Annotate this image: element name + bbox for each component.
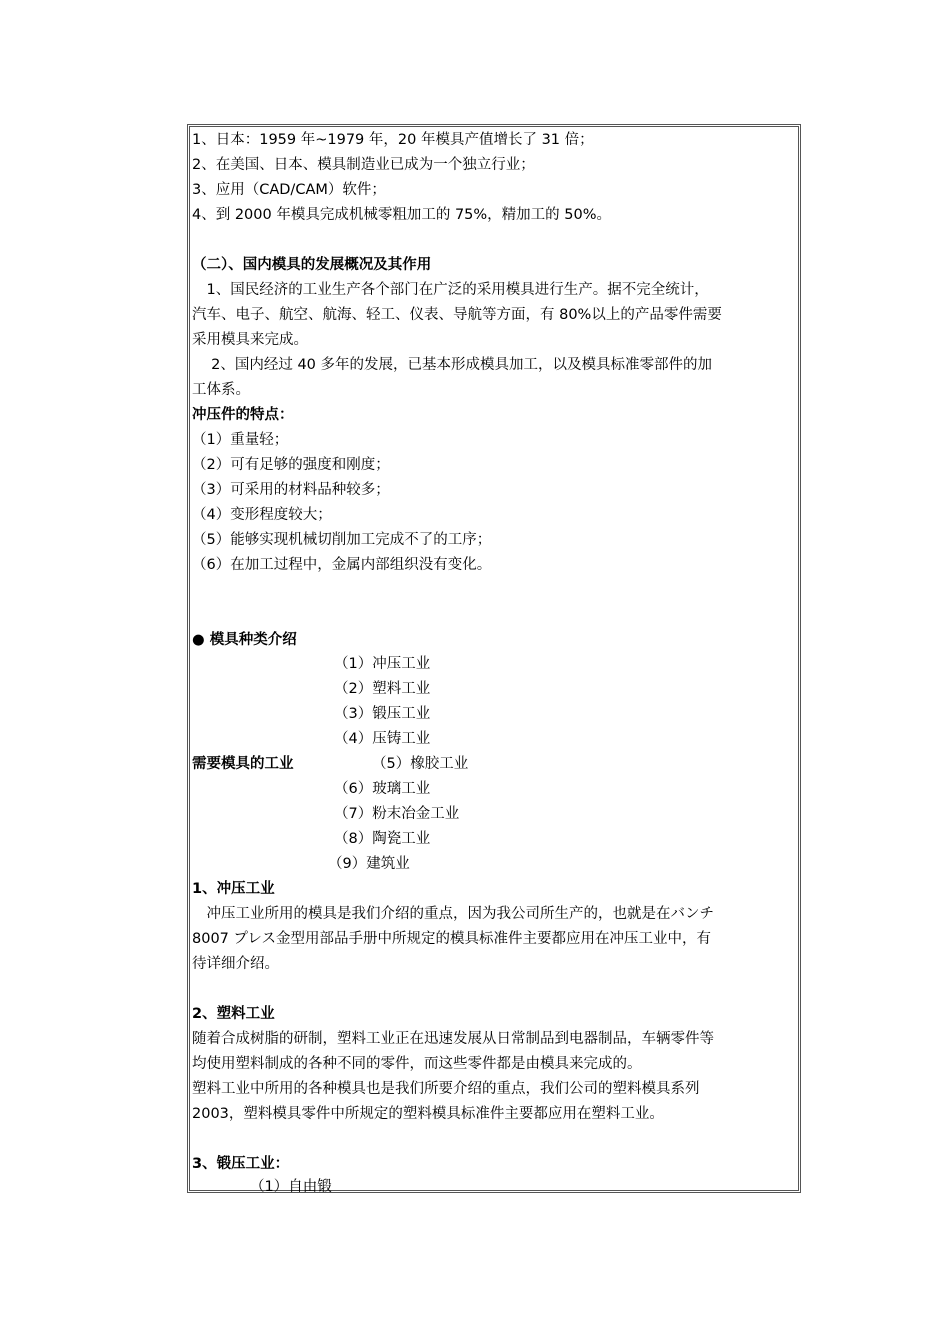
- text-line: 3、应用（CAD/CAM）软件；: [192, 182, 386, 198]
- section-heading: （二）、国内模具的发展概况及其作用: [192, 257, 432, 273]
- text-line: 均使用塑料制成的各种不同的零件，而这些零件都是由模具来完成的。: [192, 1056, 642, 1072]
- industry-item: （1）冲压工业: [334, 656, 431, 672]
- list-item: （3）可采用的材料品种较多；: [192, 482, 390, 498]
- text-line: 塑料工业中所用的各种模具也是我们所要介绍的重点，我们公司的塑料模具系列: [192, 1081, 700, 1097]
- text-line: 1、国民经济的工业生产各个部门在广泛的采用模具进行生产。据不完全统计，: [192, 282, 709, 298]
- industry-item: （4）压铸工业: [334, 731, 431, 747]
- industry-item: （7）粉末冶金工业: [334, 806, 460, 822]
- text-line: 采用模具来完成。: [192, 332, 308, 348]
- text-line: 4、到 2000 年模具完成机械零粗加工的 75%，精加工的 50%。: [192, 207, 612, 223]
- industry-item: （9）建筑业: [328, 856, 410, 872]
- section-heading: 1、冲压工业: [192, 881, 275, 897]
- section-heading: ● 模具种类介绍: [192, 632, 297, 648]
- section-heading: 3、锻压工业：: [192, 1156, 290, 1172]
- industry-item: （5）橡胶工业: [372, 756, 469, 772]
- industry-item: （2）塑料工业: [334, 681, 431, 697]
- text-line: 2003，塑料模具零件中所规定的塑料模具标准件主要都应用在塑料工业。: [192, 1106, 664, 1122]
- list-item: （1）重量轻；: [192, 432, 289, 448]
- industry-item: （6）玻璃工业: [334, 781, 431, 797]
- text-line: 汽车、电子、航空、航海、轻工、仪表、导航等方面，有 80%以上的产品零件需要: [192, 307, 722, 323]
- section-heading: 冲压件的特点：: [192, 407, 294, 423]
- industry-item: （8）陶瓷工业: [334, 831, 431, 847]
- text-line: 2、国内经过 40 多年的发展，已基本形成模具加工，以及模具标准零部件的加: [192, 357, 713, 373]
- section-heading: 2、塑料工业: [192, 1006, 275, 1022]
- list-item: （2）可有足够的强度和刚度；: [192, 457, 390, 473]
- industry-group-label: 需要模具的工业: [192, 756, 294, 772]
- text-line: 待详细介绍。: [192, 956, 279, 972]
- list-item: （4）变形程度较大；: [192, 507, 332, 523]
- text-line: 冲压工业所用的模具是我们介绍的重点，因为我公司所生产的，也就是在バンチ: [192, 906, 714, 922]
- text-line: 2、在美国、日本、模具制造业已成为一个独立行业；: [192, 157, 535, 173]
- list-item: （5）能够实现机械切削加工完成不了的工序；: [192, 532, 492, 548]
- industry-item: （3）锻压工业: [334, 706, 431, 722]
- text-line: 工体系。: [192, 382, 250, 398]
- text-line: 1、日本：1959 年~1979 年，20 年模具产值增长了 31 倍；: [192, 132, 594, 148]
- list-item: （6）在加工过程中，金属内部组织没有变化。: [192, 557, 492, 573]
- text-line: 8007 プレス金型用部品手册中所规定的模具标准件主要都应用在冲压工业中，有: [192, 931, 711, 947]
- list-item: （1）自由锻: [250, 1179, 332, 1195]
- text-line: 随着合成树脂的研制，塑料工业正在迅速发展从日常制品到电器制品，车辆零件等: [192, 1031, 714, 1047]
